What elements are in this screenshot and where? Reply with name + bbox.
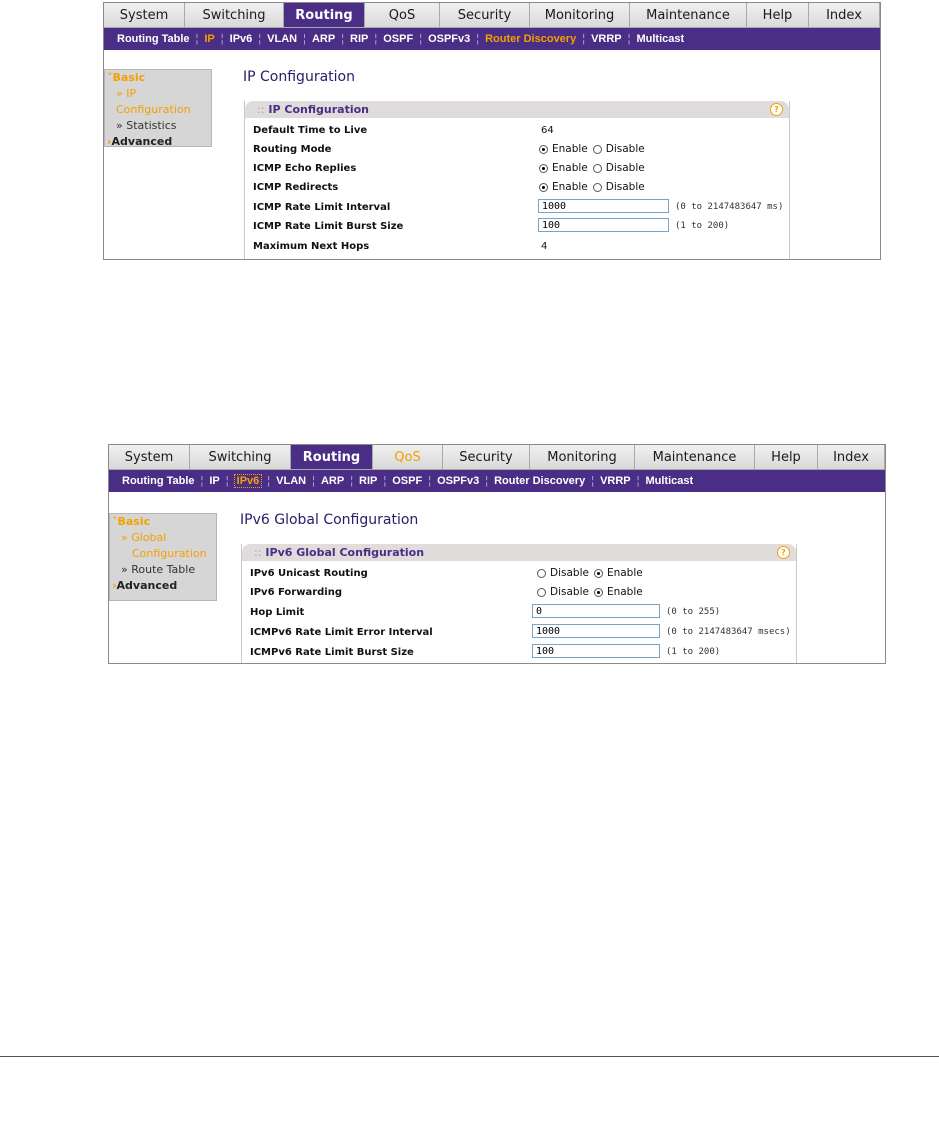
subnav-router-discovery[interactable]: Router Discovery xyxy=(485,33,577,45)
tab-security[interactable]: Security xyxy=(443,445,530,469)
row-max-next-hops xyxy=(245,237,789,256)
row-default-ttl xyxy=(245,121,789,140)
panel-header xyxy=(245,101,789,118)
unicast-disable-radio[interactable] xyxy=(537,569,546,578)
hop-limit-range: (0 to 255) xyxy=(666,607,721,617)
routing-mode-enable-radio[interactable] xyxy=(539,145,548,154)
icmp-redirects-disable-radio[interactable] xyxy=(593,183,602,192)
row-icmp-echo xyxy=(245,159,789,178)
row-hop-limit xyxy=(242,603,796,622)
forwarding-label: IPv6 Forwarding xyxy=(250,587,343,598)
rate-burst-label: ICMP Rate Limit Burst Size xyxy=(253,221,404,232)
icmp-echo-enable-radio[interactable] xyxy=(539,164,548,173)
sidebar xyxy=(109,513,217,601)
rate-interval-input[interactable] xyxy=(538,199,669,213)
icmp-redirects-radios xyxy=(537,181,645,193)
chevron-right-icon: › xyxy=(112,579,117,592)
routing-mode-disable-radio[interactable] xyxy=(593,145,602,154)
tab-help[interactable]: Help xyxy=(747,3,809,27)
unicast-label: IPv6 Unicast Routing xyxy=(250,568,368,579)
enable-label: Enable xyxy=(552,143,588,155)
panel-header xyxy=(242,544,796,561)
grip-icon: :: xyxy=(257,103,265,116)
sidebar-basic[interactable] xyxy=(110,514,216,530)
row-rate-limit-interval xyxy=(245,198,789,217)
unicast-enable-radio[interactable] xyxy=(594,569,603,578)
enable-label: Enable xyxy=(552,181,588,193)
tab-monitoring[interactable]: Monitoring xyxy=(530,3,630,27)
grip-icon: :: xyxy=(254,546,262,559)
sidebar-item-route-table[interactable]: » Route Table xyxy=(121,563,196,576)
rate-burst-range: (1 to 200) xyxy=(675,221,730,231)
tab-qos[interactable]: QoS xyxy=(373,445,443,469)
routing-subnav: Routing Table ¦ IP ¦ IPv6 ¦ VLAN ¦ ARP ¦ RIP ¦ OSPF ¦ OSPFv3 ¦ Router Discovery ¦ VRRP ¦ Multicast xyxy=(109,470,885,492)
subnav-ospf[interactable]: OSPF xyxy=(383,33,414,45)
icmp-echo-disable-radio[interactable] xyxy=(593,164,602,173)
panel-title: IPv6 Global Configuration xyxy=(265,546,425,559)
icmp-redirects-label: ICMP Redirects xyxy=(253,182,339,193)
ttl-label: Default Time to Live xyxy=(253,125,368,136)
subnav-ip[interactable]: IP xyxy=(204,33,215,45)
ttl-value: 64 xyxy=(541,125,554,136)
sidebar-advanced[interactable] xyxy=(110,578,216,594)
burst-size-range: (1 to 200) xyxy=(666,647,721,657)
chevron-down-icon: ˅ xyxy=(112,515,118,528)
subnav-ipv6[interactable]: IPv6 xyxy=(229,33,253,45)
sidebar-item-ip-configuration[interactable]: » IP Configuration xyxy=(116,87,191,116)
routing-subnav: Routing Table ¦ IP ¦ IPv6 ¦ VLAN ¦ ARP ¦ RIP ¦ OSPF ¦ OSPFv3 ¦ Router Discovery ¦ VRRP ¦ Multicast xyxy=(104,28,880,50)
hop-limit-input[interactable] xyxy=(532,604,660,618)
max-hops-value: 4 xyxy=(541,241,548,252)
subnav-rip[interactable]: RIP xyxy=(359,475,378,487)
disable-label: Disable xyxy=(605,162,645,174)
page-title: IPv6 Global Configuration xyxy=(240,512,419,528)
icmp-echo-label: ICMP Echo Replies xyxy=(253,163,357,174)
sidebar-basic[interactable] xyxy=(105,70,211,86)
panel-title: IP Configuration xyxy=(268,103,369,116)
row-icmp-redirects xyxy=(245,178,789,197)
forwarding-disable-radio[interactable] xyxy=(537,588,546,597)
sidebar-advanced-label: Advanced xyxy=(111,135,173,148)
row-rate-limit-burst xyxy=(245,217,789,236)
tab-help[interactable]: Help xyxy=(755,445,818,469)
sidebar-item-global-configuration[interactable] xyxy=(110,530,216,562)
tab-maintenance[interactable]: Maintenance xyxy=(635,445,755,469)
sidebar-advanced-label: Advanced xyxy=(116,579,178,592)
disable-label: Disable xyxy=(605,143,645,155)
global-line-2: Configuration xyxy=(132,547,207,560)
icmp-echo-radios xyxy=(537,162,645,174)
tab-monitoring[interactable]: Monitoring xyxy=(530,445,635,469)
forwarding-radios xyxy=(535,586,643,598)
ipv6-global-configuration-panel xyxy=(241,544,797,664)
row-error-interval xyxy=(242,623,796,642)
subnav-ipv6[interactable]: IPv6 xyxy=(234,474,263,488)
subnav-multicast[interactable]: Multicast xyxy=(645,475,694,487)
subnav-multicast[interactable]: Multicast xyxy=(636,33,685,45)
main-tab-bar xyxy=(104,3,880,28)
subnav-ospf[interactable]: OSPF xyxy=(392,475,423,487)
subnav-rip[interactable]: RIP xyxy=(350,33,369,45)
unicast-radios xyxy=(535,567,643,579)
enable-label: Enable xyxy=(606,586,643,598)
tab-routing[interactable]: Routing xyxy=(291,445,373,469)
rate-interval-label: ICMP Rate Limit Interval xyxy=(253,202,391,213)
subnav-router-discovery[interactable]: Router Discovery xyxy=(494,475,586,487)
subnav-vrrp[interactable]: VRRP xyxy=(591,33,622,45)
routing-mode-label: Routing Mode xyxy=(253,144,332,155)
global-line-1: » Global xyxy=(121,531,167,544)
sidebar-advanced[interactable] xyxy=(105,134,211,150)
help-icon[interactable]: ? xyxy=(777,546,790,559)
row-ipv6-forwarding xyxy=(242,583,796,602)
tab-routing[interactable]: Routing xyxy=(284,3,365,27)
tab-switching[interactable]: Switching xyxy=(185,3,284,27)
error-interval-range: (0 to 2147483647 msecs) xyxy=(666,627,791,637)
ip-configuration-panel xyxy=(244,101,790,260)
sidebar-basic-label: Basic xyxy=(112,71,146,84)
row-routing-mode xyxy=(245,140,789,159)
subnav-arp[interactable]: ARP xyxy=(320,475,345,487)
ipv6-global-configuration-screenshot xyxy=(108,444,886,664)
subnav-ospfv3[interactable]: OSPFv3 xyxy=(437,475,480,487)
tab-qos[interactable]: QoS xyxy=(365,3,440,27)
subnav-routing-table[interactable]: Routing Table xyxy=(117,33,190,45)
tab-system[interactable]: System xyxy=(109,445,190,469)
tab-security[interactable]: Security xyxy=(440,3,530,27)
tab-system[interactable]: System xyxy=(104,3,185,27)
error-interval-input[interactable] xyxy=(532,624,660,638)
tab-switching[interactable]: Switching xyxy=(190,445,291,469)
enable-label: Enable xyxy=(552,162,588,174)
burst-size-label: ICMPv6 Rate Limit Burst Size xyxy=(250,647,414,658)
error-interval-label: ICMPv6 Rate Limit Error Interval xyxy=(250,627,433,638)
sidebar-basic-label: Basic xyxy=(117,515,151,528)
burst-size-input[interactable] xyxy=(532,644,660,658)
row-burst-size xyxy=(242,643,796,662)
rate-interval-range: (0 to 2147483647 ms) xyxy=(675,202,784,212)
subnav-vlan[interactable]: VLAN xyxy=(276,475,307,487)
page-footer-divider xyxy=(0,1056,939,1057)
subnav-arp[interactable]: ARP xyxy=(311,33,336,45)
hop-limit-label: Hop Limit xyxy=(250,607,305,618)
sidebar-item-statistics[interactable]: » Statistics xyxy=(116,119,177,132)
tab-index[interactable]: Index xyxy=(818,445,885,469)
main-tab-bar xyxy=(109,445,885,470)
sidebar xyxy=(104,69,212,147)
tab-index[interactable]: Index xyxy=(809,3,880,27)
subnav-vrrp[interactable]: VRRP xyxy=(600,475,631,487)
icmp-redirects-enable-radio[interactable] xyxy=(539,183,548,192)
disable-label: Disable xyxy=(550,586,589,598)
subnav-vlan[interactable]: VLAN xyxy=(267,33,298,45)
rate-burst-input[interactable] xyxy=(538,218,669,232)
row-ipv6-unicast-routing xyxy=(242,564,796,583)
disable-label: Disable xyxy=(550,567,589,579)
subnav-routing-table[interactable]: Routing Table xyxy=(122,475,195,487)
max-hops-label: Maximum Next Hops xyxy=(253,241,370,252)
disable-label: Disable xyxy=(605,181,645,193)
enable-label: Enable xyxy=(606,567,643,579)
subnav-ip[interactable]: IP xyxy=(209,475,220,487)
page-title: IP Configuration xyxy=(243,69,355,85)
chevron-down-icon: ˅ xyxy=(107,71,113,84)
chevron-right-icon: › xyxy=(107,135,112,148)
help-icon[interactable]: ? xyxy=(770,103,783,116)
routing-mode-radios xyxy=(537,143,645,155)
ip-configuration-screenshot xyxy=(103,2,881,260)
tab-maintenance[interactable]: Maintenance xyxy=(630,3,747,27)
forwarding-enable-radio[interactable] xyxy=(594,588,603,597)
subnav-ospfv3[interactable]: OSPFv3 xyxy=(428,33,471,45)
